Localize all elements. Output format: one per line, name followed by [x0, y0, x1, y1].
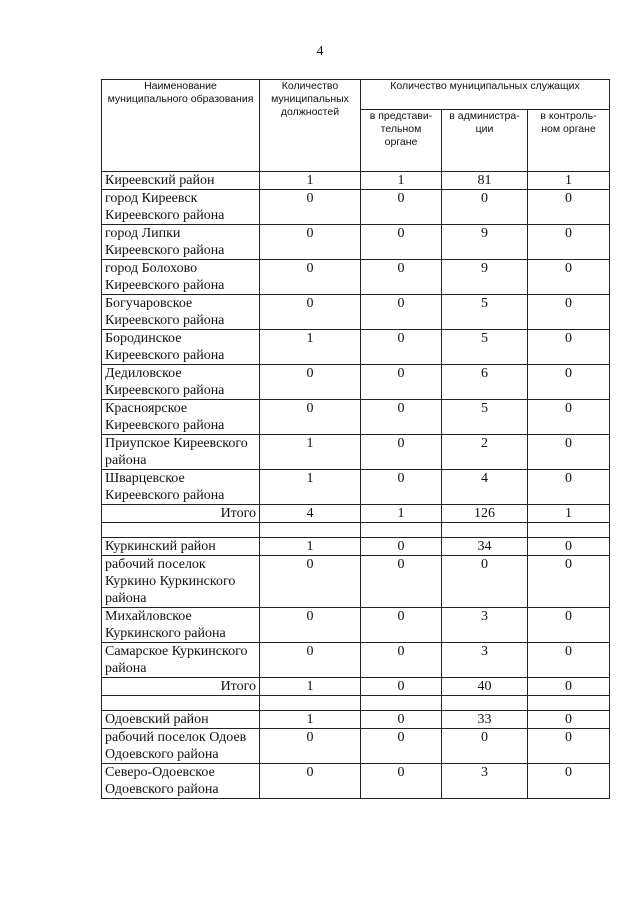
table-row: [102, 225, 610, 260]
municipality-name: Бородинское Киреевского района: [102, 330, 260, 365]
total-row: [102, 678, 610, 696]
spacer-row: [102, 696, 610, 711]
rep-body-count: 0: [361, 711, 442, 729]
positions-count: 1: [260, 470, 361, 505]
control-body-count: 0: [528, 225, 610, 260]
admin-count: 6: [442, 365, 528, 400]
positions-count: 0: [260, 556, 361, 608]
municipality-name: Шварцевское Киреевского района: [102, 470, 260, 505]
table-row: [102, 400, 610, 435]
total-positions: 4: [260, 505, 361, 523]
table-row: [102, 435, 610, 470]
control-body-count: 1: [528, 172, 610, 190]
total-row: [102, 505, 610, 523]
control-body-count: 0: [528, 711, 610, 729]
rep-body-count: 1: [361, 172, 442, 190]
control-body-count: 0: [528, 435, 610, 470]
municipality-name: Красноярское Киреевского района: [102, 400, 260, 435]
control-body-count: 0: [528, 260, 610, 295]
table-row: [102, 608, 610, 643]
table-row: [102, 729, 610, 764]
total-positions: 1: [260, 678, 361, 696]
table-row: [102, 190, 610, 225]
rep-body-count: 0: [361, 400, 442, 435]
header-rep-body: в представи-тельном органе: [361, 110, 442, 172]
table-row: [102, 330, 610, 365]
admin-count: 3: [442, 643, 528, 678]
rep-body-count: 0: [361, 556, 442, 608]
positions-count: 0: [260, 400, 361, 435]
municipality-name: город Болохово Киреевского района: [102, 260, 260, 295]
control-body-count: 0: [528, 190, 610, 225]
positions-count: 1: [260, 711, 361, 729]
positions-count: 0: [260, 608, 361, 643]
table-row: [102, 556, 610, 608]
admin-count: 5: [442, 330, 528, 365]
admin-count: 5: [442, 295, 528, 330]
positions-count: 1: [260, 172, 361, 190]
table-row: [102, 260, 610, 295]
total-rep-body: 1: [361, 505, 442, 523]
total-control-body: 0: [528, 678, 610, 696]
municipality-name: город Киреевск Киреевского района: [102, 190, 260, 225]
municipality-name: Самарское Куркинского района: [102, 643, 260, 678]
table-body: [102, 172, 610, 799]
admin-count: 0: [442, 556, 528, 608]
admin-count: 3: [442, 764, 528, 799]
positions-count: 0: [260, 764, 361, 799]
table-row: [102, 538, 610, 556]
admin-count: 0: [442, 190, 528, 225]
header-admin: в администра-ции: [442, 110, 528, 172]
rep-body-count: 0: [361, 764, 442, 799]
rep-body-count: 0: [361, 608, 442, 643]
table-row: [102, 365, 610, 400]
total-label: Итого: [102, 505, 260, 523]
table-row: [102, 711, 610, 729]
admin-count: 3: [442, 608, 528, 643]
positions-count: 0: [260, 729, 361, 764]
municipality-name: Михайловское Куркинского района: [102, 608, 260, 643]
table-row: [102, 470, 610, 505]
admin-count: 33: [442, 711, 528, 729]
municipality-name: Киреевский район: [102, 172, 260, 190]
total-admin: 126: [442, 505, 528, 523]
municipality-name: Куркинский район: [102, 538, 260, 556]
admin-count: 0: [442, 729, 528, 764]
rep-body-count: 0: [361, 295, 442, 330]
positions-count: 0: [260, 643, 361, 678]
rep-body-count: 0: [361, 190, 442, 225]
positions-count: 0: [260, 225, 361, 260]
control-body-count: 0: [528, 400, 610, 435]
municipality-name: Одоевский район: [102, 711, 260, 729]
control-body-count: 0: [528, 608, 610, 643]
header-control-body: в контроль-ном органе: [528, 110, 610, 172]
header-servants-group: Количество муниципальных служащих: [361, 80, 610, 110]
rep-body-count: 0: [361, 260, 442, 295]
total-rep-body: 0: [361, 678, 442, 696]
admin-count: 4: [442, 470, 528, 505]
admin-count: 2: [442, 435, 528, 470]
municipality-name: Северо-Одоевское Одоевского района: [102, 764, 260, 799]
admin-count: 5: [442, 400, 528, 435]
control-body-count: 0: [528, 365, 610, 400]
positions-count: 0: [260, 190, 361, 225]
positions-count: 1: [260, 435, 361, 470]
municipality-name: город Липки Киреевского района: [102, 225, 260, 260]
municipality-name: Богучаровское Киреевского района: [102, 295, 260, 330]
page-number: 4: [316, 44, 324, 59]
rep-body-count: 0: [361, 225, 442, 260]
header-positions: Количество муниципальных должностей: [260, 80, 361, 172]
table-row: [102, 764, 610, 799]
rep-body-count: 0: [361, 330, 442, 365]
table-row: [102, 295, 610, 330]
rep-body-count: 0: [361, 643, 442, 678]
table-header: [102, 80, 610, 172]
table-row: [102, 643, 610, 678]
control-body-count: 0: [528, 643, 610, 678]
municipal-staff-table: [101, 79, 610, 799]
rep-body-count: 0: [361, 538, 442, 556]
rep-body-count: 0: [361, 729, 442, 764]
control-body-count: 0: [528, 470, 610, 505]
municipality-name: Дедиловское Киреевского района: [102, 365, 260, 400]
positions-count: 1: [260, 330, 361, 365]
rep-body-count: 0: [361, 365, 442, 400]
positions-count: 0: [260, 260, 361, 295]
control-body-count: 0: [528, 295, 610, 330]
municipality-name: рабочий поселок Одоев Одоевского района: [102, 729, 260, 764]
municipality-name: рабочий поселок Куркино Куркинского района: [102, 556, 260, 608]
admin-count: 81: [442, 172, 528, 190]
admin-count: 34: [442, 538, 528, 556]
control-body-count: 0: [528, 729, 610, 764]
rep-body-count: 0: [361, 470, 442, 505]
header-name: Наименование муниципального образования: [102, 80, 260, 172]
spacer-row: [102, 523, 610, 538]
control-body-count: 0: [528, 556, 610, 608]
admin-count: 9: [442, 260, 528, 295]
total-control-body: 1: [528, 505, 610, 523]
admin-count: 9: [442, 225, 528, 260]
control-body-count: 0: [528, 538, 610, 556]
positions-count: 1: [260, 538, 361, 556]
positions-count: 0: [260, 295, 361, 330]
control-body-count: 0: [528, 330, 610, 365]
table-row: [102, 172, 610, 190]
positions-count: 0: [260, 365, 361, 400]
municipality-name: Приупское Киреевского района: [102, 435, 260, 470]
rep-body-count: 0: [361, 435, 442, 470]
total-admin: 40: [442, 678, 528, 696]
control-body-count: 0: [528, 764, 610, 799]
total-label: Итого: [102, 678, 260, 696]
